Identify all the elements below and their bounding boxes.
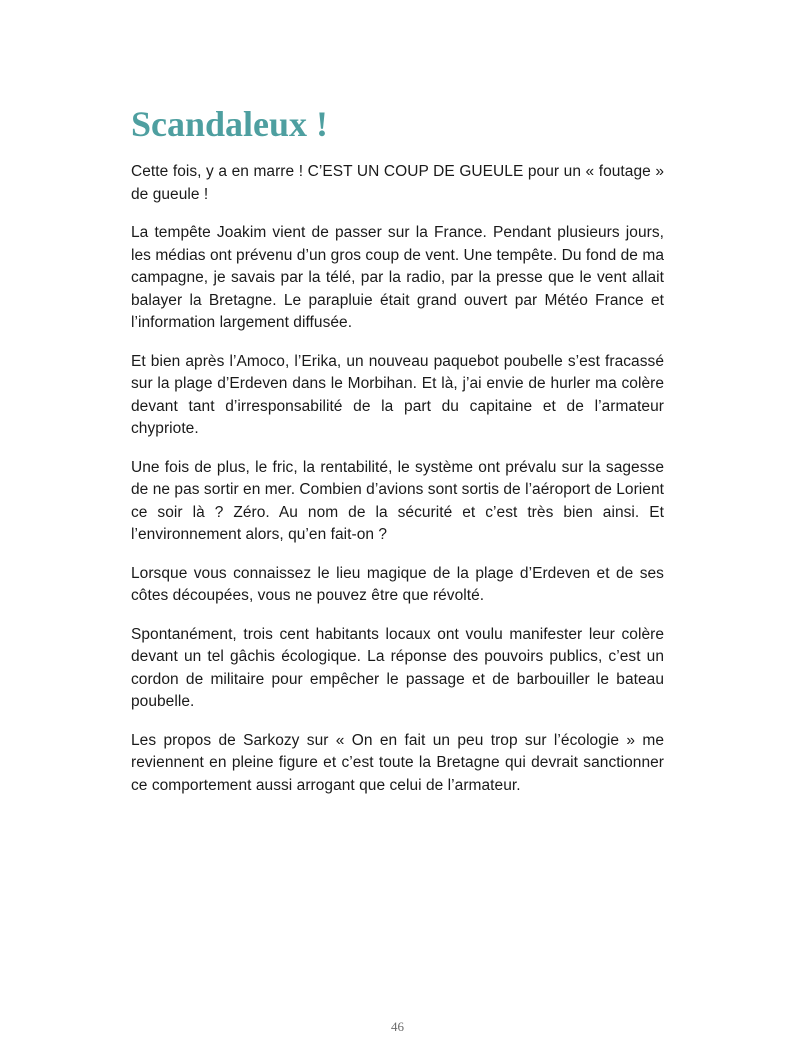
paragraph: Spontanément, trois cent habitants locaux ont voulu manifester leur colère devant un tel gâchis écologique. La réponse des pouvoirs publics, c’est un cordon de militaire pour empêcher le passage et de barbouiller le bateau poubelle. <box>131 625 664 710</box>
paragraph: La tempête Joakim vient de passer sur la France. Pendant plusieurs jours, les médias ont prévenu d’un gros coup de vent. Une tempête. Du fond de ma campagne, je savais par la télé, par la radio, par la presse que le vent allait balayer la Bretagne. Le parapluie était grand ouvert par Météo France et l’information largement diffusée. <box>131 224 664 331</box>
paragraph: Lorsque vous connaissez le lieu magique de la plage d’Erdeven et de ses côtes découpées, vous ne pouvez être que révolté. <box>131 564 664 604</box>
paragraph: Les propos de Sarkozy sur « On en fait un peu trop sur l’écologie » me reviennent en pleine figure et c’est toute la Bretagne qui devrait sanctionner ce comportement aussi arrogant que celui de l’armateur. <box>131 731 664 794</box>
paragraph: Et bien après l’Amoco, l’Erika, un nouveau paquebot poubelle s’est fracassé sur la plage d’Erdeven dans le Morbihan. Et là, j’ai envie de hurler ma colère devant tant d’irresponsabilité de la part du capitaine et de l’armateur chypriote. <box>131 352 664 437</box>
article-body <box>131 161 664 813</box>
page-title: Scandaleux ! <box>131 104 329 144</box>
paragraph: Cette fois, y a en marre ! C’EST UN COUP DE GUEULE pour un « foutage » de gueule ! <box>131 163 664 203</box>
paragraph: Une fois de plus, le fric, la rentabilité, le système ont prévalu sur la sagesse de ne pas sortir en mer. Combien d’avions sont sortis de l’aéroport de Lorient ce soir là ? Zéro. Au nom de la sécurité et c’est très bien ainsi. Et l’environnement alors, qu’en fait-on ? <box>131 458 664 543</box>
page-number: 46 <box>391 1019 404 1034</box>
